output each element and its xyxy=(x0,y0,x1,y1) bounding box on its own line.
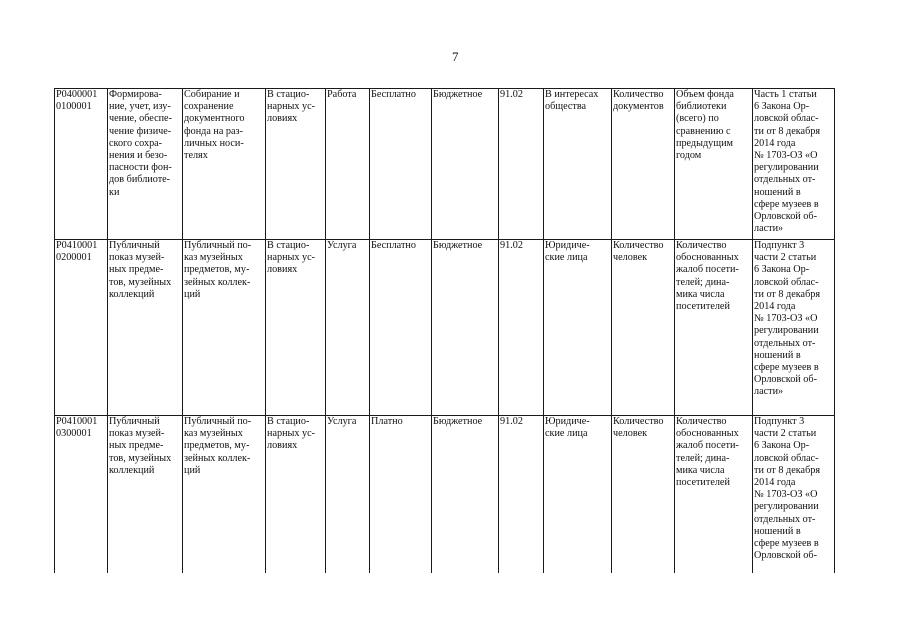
volume-indicator-cell xyxy=(612,240,675,416)
institution-type: Бюджетное xyxy=(433,240,483,251)
service-name: Формирова- ние, учет, изу- чение, обеспе- чение физиче- ского сохра- нения и безо- пасности фон- дов библиоте- ки xyxy=(109,89,172,198)
okved-code: 91.02 xyxy=(500,89,523,100)
okved-cell xyxy=(499,89,544,240)
volume-indicator-cell xyxy=(612,416,675,574)
quality-indicator-cell xyxy=(675,89,753,240)
institution-cell xyxy=(432,240,499,416)
service-content: Публичный по- каз музейных предметов, му- зейных коллек- ций xyxy=(184,416,252,476)
consumers: Юридиче- ские лица xyxy=(545,416,590,440)
okved-code: 91.02 xyxy=(500,416,523,427)
service-type: Работа xyxy=(327,89,357,100)
quality-indicator: Объем фонда библиотеки (всего) по сравнению с предыдущим годом xyxy=(676,89,734,162)
service-code-cell xyxy=(55,416,108,574)
consumers-cell xyxy=(544,89,612,240)
volume-indicator-cell xyxy=(612,89,675,240)
consumers-cell xyxy=(544,416,612,574)
legal-basis: Подпункт 3 части 2 статьи 6 Закона Ор- ловской облас- ти от 8 декабря 2014 года № 1703-ОЗ «О регулировании отдельных от- ношений в сфере музеев в Орловской об- ласти» xyxy=(754,240,821,398)
service-code: Р0410001 0300001 xyxy=(56,416,98,440)
service-type: Услуга xyxy=(327,416,357,427)
table-row xyxy=(55,89,835,240)
payment: Бесплатно xyxy=(371,89,416,100)
type-cell xyxy=(326,416,370,574)
service-name-cell xyxy=(108,89,183,240)
service-content-cell xyxy=(183,416,266,574)
service-type: Услуга xyxy=(327,240,357,251)
legal-basis-cell xyxy=(753,240,835,416)
conditions: В стацио- нарных ус- ловиях xyxy=(267,89,316,125)
service-content: Собирание и сохранение документного фонда на раз- личных носи- телях xyxy=(184,89,245,162)
service-name-cell xyxy=(108,416,183,574)
service-code: Р0400001 0100001 xyxy=(56,89,98,113)
conditions-cell xyxy=(266,240,326,416)
payment-cell xyxy=(370,416,432,574)
service-code: Р0410001 0200001 xyxy=(56,240,98,264)
type-cell xyxy=(326,89,370,240)
conditions: В стацио- нарных ус- ловиях xyxy=(267,240,316,276)
consumers-cell xyxy=(544,240,612,416)
page-number: 7 xyxy=(452,49,459,64)
conditions: В стацио- нарных ус- ловиях xyxy=(267,416,316,452)
service-code-cell xyxy=(55,89,108,240)
table-row xyxy=(55,240,835,416)
service-content: Публичный по- каз музейных предметов, му- зейных коллек- ций xyxy=(184,240,252,300)
quality-indicator: Количество обоснованных жалоб посети- телей; дина- мика числа посетителей xyxy=(676,416,739,489)
consumers: Юридиче- ские лица xyxy=(545,240,590,264)
payment-cell xyxy=(370,240,432,416)
volume-indicator: Количество документов xyxy=(613,89,664,113)
institution-cell xyxy=(432,416,499,574)
legal-basis: Часть 1 статьи 6 Закона Ор- ловской облас- ти от 8 декабря 2014 года № 1703-ОЗ «О регулировании отдельных от- ношений в сфере музеев в Орловской об- ласти» xyxy=(754,89,821,235)
type-cell xyxy=(326,240,370,416)
okved-cell xyxy=(499,416,544,574)
service-name: Публичный показ музей- ных предме- тов, музейных коллекций xyxy=(109,240,172,300)
service-name: Публичный показ музей- ных предме- тов, музейных коллекций xyxy=(109,416,172,476)
okved-cell xyxy=(499,240,544,416)
consumers: В интересах общества xyxy=(545,89,599,113)
legal-basis-cell xyxy=(753,89,835,240)
legal-basis: Подпункт 3 части 2 статьи 6 Закона Ор- ловской облас- ти от 8 декабря 2014 года № 1703-ОЗ «О регулировании отдельных от- ношений в сфере музеев в Орловской об- xyxy=(754,416,821,562)
volume-indicator: Количество человек xyxy=(613,416,664,440)
services-register-table xyxy=(54,88,835,573)
institution-cell xyxy=(432,89,499,240)
service-name-cell xyxy=(108,240,183,416)
conditions-cell xyxy=(266,416,326,574)
payment: Бесплатно xyxy=(371,240,416,251)
legal-basis-cell xyxy=(753,416,835,574)
institution-type: Бюджетное xyxy=(433,89,483,100)
quality-indicator: Количество обоснованных жалоб посети- телей; дина- мика числа посетителей xyxy=(676,240,739,313)
table-row xyxy=(55,416,835,574)
service-content-cell xyxy=(183,240,266,416)
okved-code: 91.02 xyxy=(500,240,523,251)
conditions-cell xyxy=(266,89,326,240)
institution-type: Бюджетное xyxy=(433,416,483,427)
volume-indicator: Количество человек xyxy=(613,240,664,264)
payment: Платно xyxy=(371,416,403,427)
payment-cell xyxy=(370,89,432,240)
quality-indicator-cell xyxy=(675,416,753,574)
quality-indicator-cell xyxy=(675,240,753,416)
service-content-cell xyxy=(183,89,266,240)
service-code-cell xyxy=(55,240,108,416)
